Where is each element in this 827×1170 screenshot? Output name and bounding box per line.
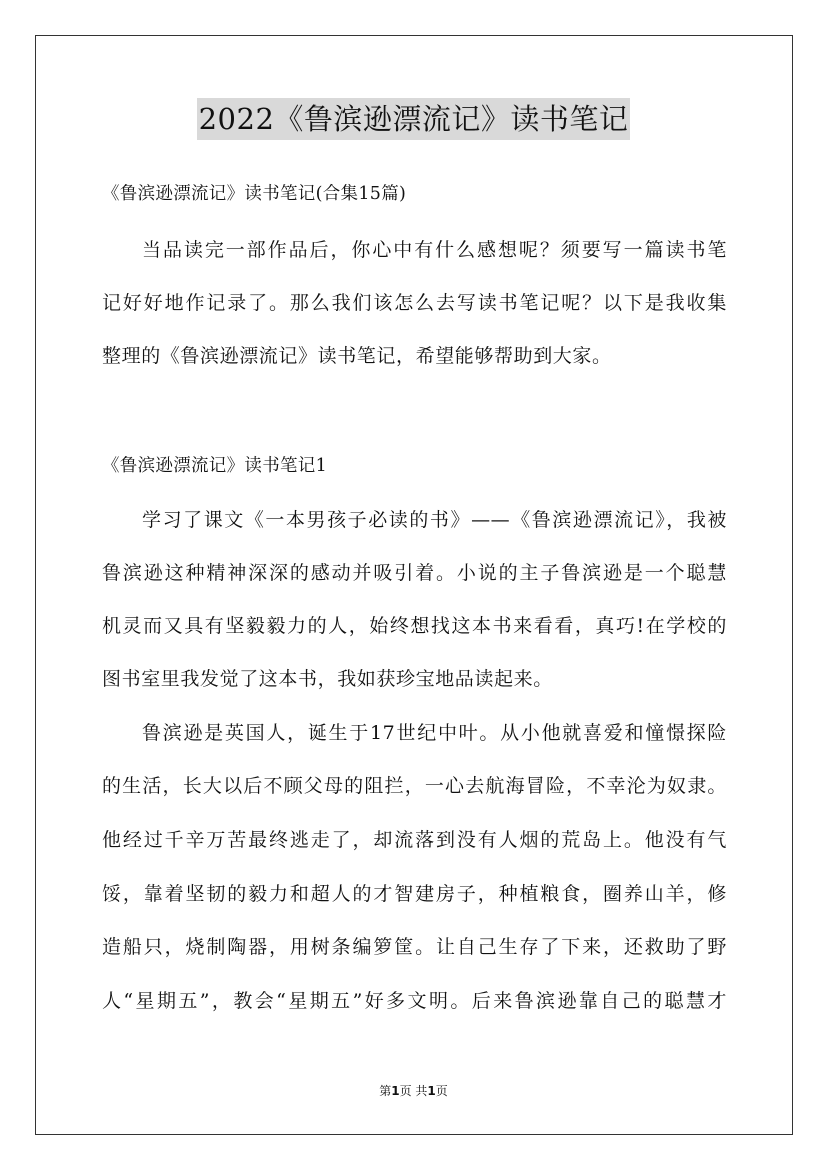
footer-page-mid: 页 共 [399,1084,428,1098]
para1-line-2: 鲁滨逊这种精神深深的感动并吸引着。小说的主子鲁滨逊是一个聪慧 [102,562,727,584]
title-container [0,98,827,140]
para2-line-2: 的生活，长大以后不顾父母的阻拦，一心去航海冒险，不幸沦为奴隶。 [102,775,727,797]
section-1-heading: 《鲁滨逊漂流记》读书笔记1 [102,456,328,476]
para2-line-3: 他经过千辛万苦最终逃走了，却流落到没有人烟的荒岛上。他没有气 [102,829,727,851]
footer-page-total: 1 [427,1084,436,1098]
document-title: 2022《鲁滨逊漂流记》读书笔记 [197,98,631,140]
para1-line-4: 图书室里我发觉了这本书，我如获珍宝地品读起来。 [102,668,553,690]
intro-line-3: 整理的《鲁滨逊漂流记》读书笔记，希望能够帮助到大家。 [102,345,612,367]
intro-line-2: 记好好地作记录了。那么我们该怎么去写读书笔记呢？以下是我收集 [102,292,727,314]
para2-line-1: 鲁滨逊是英国人，诞生于17世纪中叶。从小他就喜爱和憧憬探险 [142,722,727,744]
footer-page-suffix: 页 [435,1084,448,1098]
para1-line-3: 机灵而又具有坚毅毅力的人，始终想找这本书来看看，真巧!在学校的 [102,615,727,637]
para2-line-5: 造船只，烧制陶器，用树条编箩筐。让自己生存了下来，还救助了野 [102,936,727,958]
para2-line-4: 馁，靠着坚韧的毅力和超人的才智建房子，种植粮食，圈养山羊，修 [102,883,727,905]
footer-page-prefix: 第 [379,1084,392,1098]
collection-heading: 《鲁滨逊漂流记》读书笔记(合集15篇) [102,184,407,204]
page-footer [0,1083,827,1099]
para1-line-1: 学习了课文《一本男孩子必读的书》——《鲁滨逊漂流记》，我被 [142,509,727,531]
intro-line-1: 当品读完一部作品后，你心中有什么感想呢？须要写一篇读书笔 [142,239,727,261]
para2-line-6: 人“星期五”，教会“星期五”好多文明。后来鲁滨逊靠自己的聪慧才 [102,990,727,1012]
footer-page-current: 1 [391,1084,400,1098]
